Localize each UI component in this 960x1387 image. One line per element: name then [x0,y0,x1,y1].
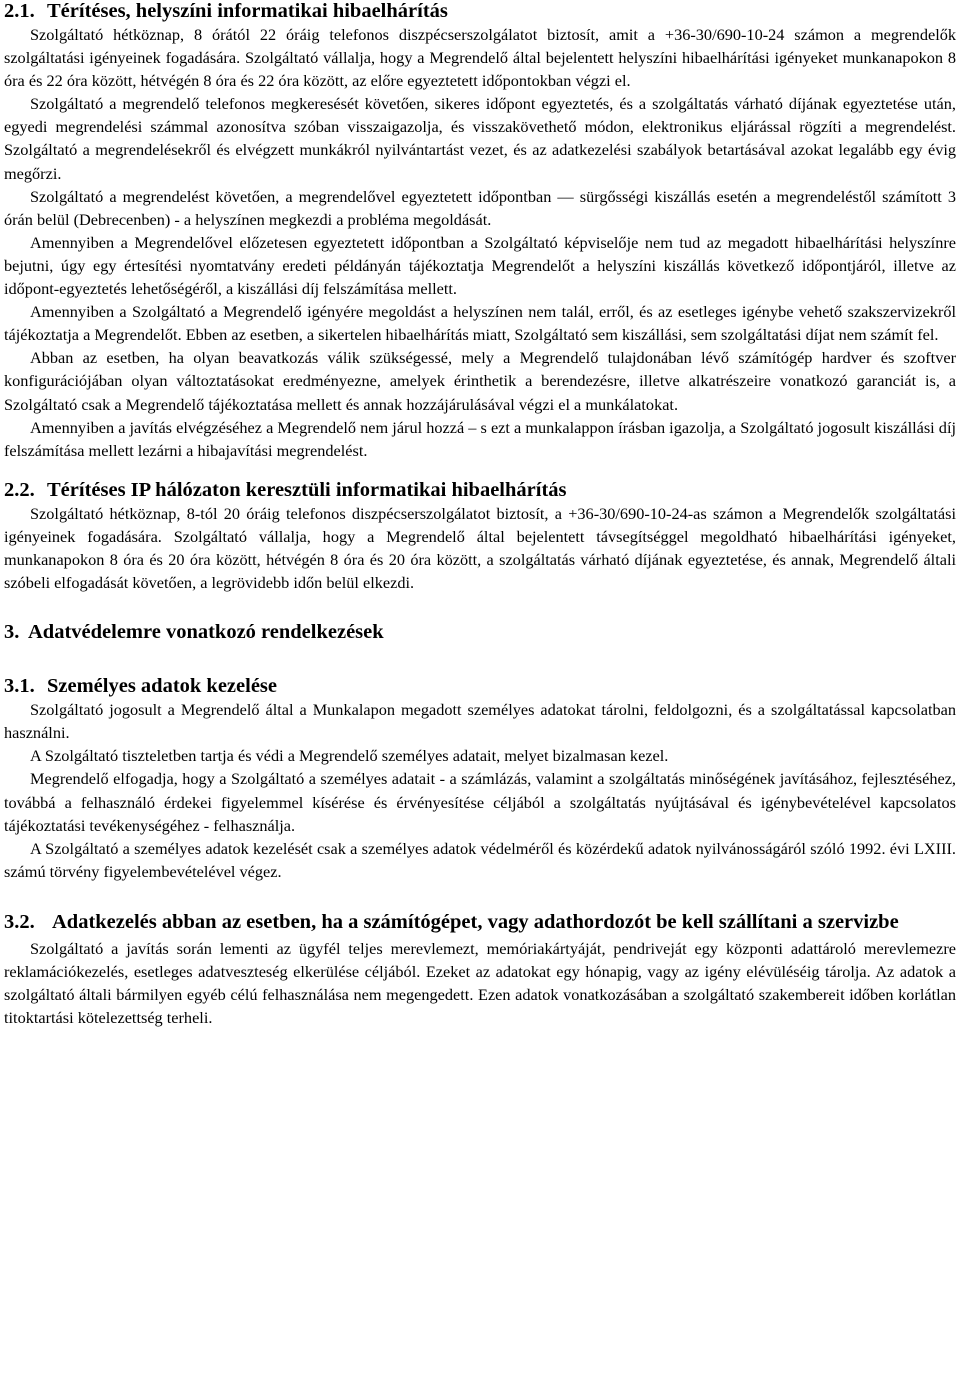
section-3-heading [4,620,956,644]
paragraph: Szolgáltató a javítás során lementi az ügyfél teljes merevlemezt, memóriakártyáját, pendriveját egy központi adattároló merevlemezre reklamációkezelés, esetleges adatveszteség elkerülése céljából. Ezeket az adatokat egy hónapig, vagy az igény elévüléséig tárolja. Az adatok a szolgáltató általi bármilyen egyéb célú felhasználása nem megengedett. Ezen adatok vonatkozásában a szolgáltató szakembereit időben korlátlan titoktartási kötelezettség terheli. [4,938,956,1028]
paragraph: Szolgáltató a megrendelést követően, a megrendelővel egyeztetett időpontban — sürgősségi kiszállás esetén a megrendeléstől számított 3 órán belül (Debrecenben) - a helyszínen megkezdi a probléma megoldását. [4,186,956,229]
section-title: Térítéses, helyszíni informatikai hibaelhárítás [47,0,448,22]
section-number: 2.2. [4,478,35,501]
section-number: 3.1. [4,675,35,698]
paragraph: Szolgáltató hétköznap, 8-tól 20 óráig telefonos diszpécserszolgálatot biztosít, a +36-30/690-10-24-as számon a Megrendelők szolgáltatási igényeinek fogadására. Szolgáltató vállalja, hogy a Megrendelő által bejelentett távsegítséggel megoldható hibaelhárítási igényeket, munkanapokon 8 óra és 20 óra között, hétvégén 8 óra és 20 óra között, a szolgáltatás várható díjának egyeztetése, és annak, Megrendelő általi szóbeli elfogadását követően, a legrövidebb időn belül elkezdi. [4,503,956,593]
paragraph: Szolgáltató hétköznap, 8 órától 22 óráig telefonos diszpécserszolgálatot biztosít, amit a +36-30/690-10-24 számon a megrendelők szolgáltatási igényeinek fogadására. Szolgáltató vállalja, hogy a Megrendelő által bejelentett helyszíni hibaelhárítási igényeket munkanapokon 8 óra és 22 óra között, hétvégén 8 óra és 22 óra között, az előre egyeztetett időpontokban végzi el. [4,25,956,91]
section-number: 3. [4,621,20,644]
section-2-2-heading [4,478,956,502]
paragraph: Abban az esetben, ha olyan beavatkozás válik szükségessé, mely a Megrendelő tulajdonában lévő számítógép hardver és szoftver konfigurációjában olyan változtatásokat eredményezne, amelyek érinthetik a berendezésre, illetve alkatrészeire vonatkozó garanciát is, a Szolgáltató csak a Megrendelő tájékoztatása mellett és annak hozzájárulásával végzi el a munkálatokat. [4,348,956,414]
paragraph: Megrendelő elfogadja, hogy a Szolgáltató a személyes adatait - a számlázás, valamint a szolgáltatás minőségének javításához, fejlesztéséhez, továbbá a felhasználó érdekei figyelemmel kísérése és érvényesítése céljából a szolgáltatás nyújtásával és igénybevételével kapcsolatos tájékoztatási tevékenységéhez - felhasználja. [4,769,956,835]
section-title: Személyes adatok kezelése [47,675,277,698]
section-3-2-heading [4,907,956,937]
section-title: Adatvédelemre vonatkozó rendelkezések [28,621,384,644]
document-page [4,0,956,1029]
section-3-1-heading [4,674,956,698]
section-title: Adatkezelés abban az esetben, ha a számítógépet, vagy adathordozót be kell szállítani a szervizbe [52,910,899,933]
paragraph: Amennyiben a Szolgáltató a Megrendelő igényére megoldást a helyszínen nem talál, erről, és az esetleges igénybe vehető szakszervizekről tájékoztatja a Megrendelőt. Ebben az esetben, a sikertelen hibaelhárítás miatt, Szolgáltató sem kiszállási, sem szolgáltatási díjat nem számít fel. [4,302,956,345]
paragraph: Amennyiben a Megrendelővel előzetesen egyeztetett időpontban a Szolgáltató képviselője nem tud az megadott hibaelhárítási helyszínre bejutni, úgy egy értesítési nyomtatvány eredeti példányán tájékoztatja Megrendelőt a helyszíni kiszállás következő időpontjáról, illetve az időpont-egyeztetés lehetőségéről, a kiszállási díj felszámítása mellett. [4,232,956,299]
section-2-1-heading [4,0,956,23]
paragraph: Szolgáltató a megrendelő telefonos megkeresését követően, sikeres időpont egyeztetés, és a szolgáltatás várható díjának egyeztetése után, egyedi megrendelési számmal azonosítva szóban visszaigazolja, és visszakövethető módon, elektronikus eljárással rögzíti a megrendelést. Szolgáltató a megrendelésekről és elvégzett munkákról nyilvántartást vezet, és az adatkezelési szabályok betartásával azokat legalább egy évig megőrzi. [4,94,956,183]
paragraph: Amennyiben a javítás elvégzéséhez a Megrendelő nem járul hozzá – s ezt a munkalappon írásban igazolja, a Szolgáltató jogosult kiszállási díj felszámítása mellett lezárni a hibajavítási megrendelést. [4,417,956,460]
section-number: 3.2. [4,910,35,933]
paragraph: A Szolgáltató a személyes adatok kezelését csak a személyes adatok védelméről és közérdekű adatok nyilvánosságáról szóló 1992. évi LXIII. számú törvény figyelembevételével végez. [4,838,956,881]
paragraph: A Szolgáltató tiszteletben tartja és védi a Megrendelő személyes adatait, melyet bizalmasan kezel. [30,746,669,766]
section-number: 2.1. [4,0,35,22]
paragraph: Szolgáltató jogosult a Megrendelő által a Munkalapon megadott személyes adatokat tárolni, feldolgozni, és a szolgáltatással kapcsolatban használni. [4,700,956,743]
section-title: Térítéses IP hálózaton keresztüli informatikai hibaelhárítás [47,478,567,501]
